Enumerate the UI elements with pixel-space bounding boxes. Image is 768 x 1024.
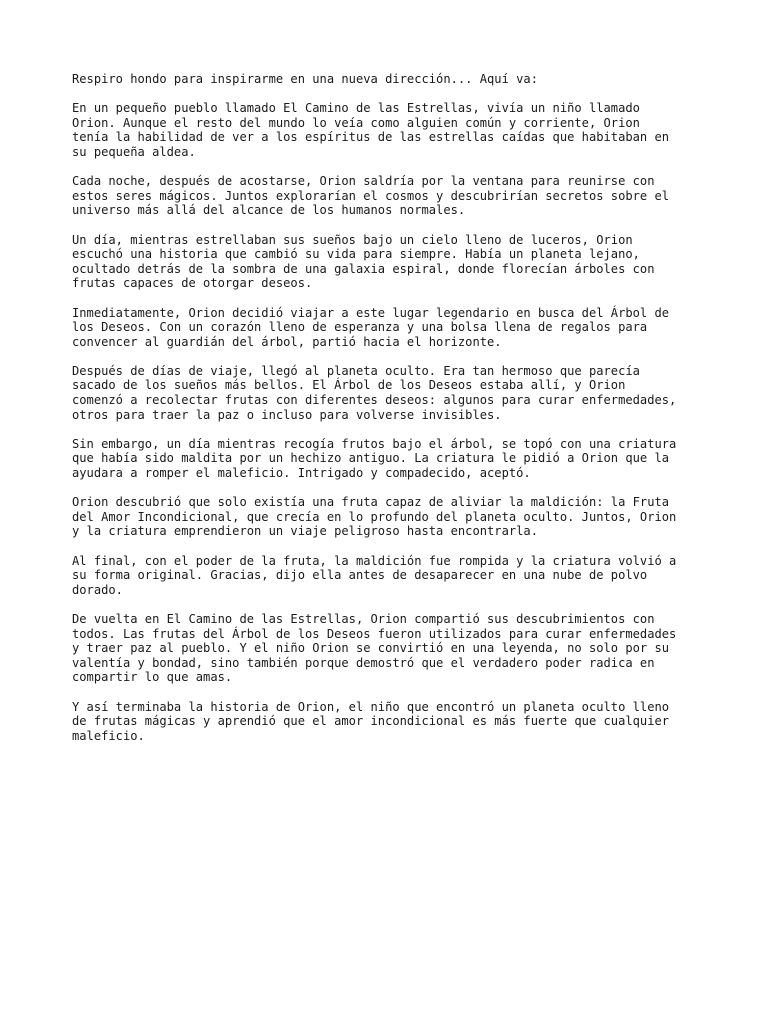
paragraph-conclusion: Y así terminaba la historia de Orion, el niño que encontró un planeta oculto lleno de frutas mágicas y aprendió que el amor incondicional es más fuerte que cualquier maleficio. bbox=[72, 699, 670, 743]
paragraph-story: Orion descubrió que solo existía una fruta capaz de aliviar la maldición: la Fruta del Amor Incondicional, que crecía en lo profundo del planeta oculto. Juntos, Orion y la criatura emprendieron un viaje peligroso hasta encontrarla. bbox=[72, 495, 677, 539]
paragraph-story: Un día, mientras estrellaban sus sueños bajo un cielo lleno de luceros, Orion escuchó una historia que cambió su vida para siempre. Había un planeta lejano, ocultado detrás de la sombra de una galaxia espiral, donde florecían árboles con frutas capaces de otorgar deseos. bbox=[72, 232, 655, 291]
paragraph-intro: Respiro hondo para inspirarme en una nueva dirección... Aquí va: bbox=[72, 72, 538, 86]
paragraph-story: De vuelta en El Camino de las Estrellas, Orion compartió sus descubrimientos con todos. Las frutas del Árbol de los Deseos fueron utilizados para curar enfermedades y traer paz al pueblo. Y el niño Orion se convirtió en una leyenda, no solo por su valentía y bondad, sino también porque demostró que el verdadero poder radica en compartir lo que amas. bbox=[72, 611, 677, 685]
paragraph-story: Cada noche, después de acostarse, Orion saldría por la ventana para reunirse con estos seres mágicos. Juntos explorarían el cosmos y descubrirían secretos sobre el universo más allá del alcance de los humanos normales. bbox=[72, 174, 670, 218]
paragraph-story: Sin embargo, un día mientras recogía frutos bajo el árbol, se topó con una criatura que había sido maldita por un hechizo antiguo. La criatura le pidió a Orion que la ayudara a romper el maleficio. Intrigado y compadecido, aceptó. bbox=[72, 436, 677, 481]
paragraph-story: Después de días de viaje, llegó al planeta oculto. Era tan hermoso que parecía sacado de los sueños más bellos. El Árbol de los Deseos estaba allí, y Orion comenzó a recolectar frutas con diferentes deseos: algunos para curar enfermedades, otros para traer la paz o incluso para volverse invisibles. bbox=[72, 363, 677, 422]
paragraph-story: En un pequeño pueblo llamado El Camino de las Estrellas, vivía un niño llamado Orion. Aunque el resto del mundo lo veía como alguien común y corriente, Orion tenía la habilidad de ver a los espíritus de las estrellas caídas que habitaban en su pequeña aldea. bbox=[72, 101, 670, 159]
paragraph-story: Al final, con el poder de la fruta, la maldición fue rompida y la criatura volvió a su forma original. Gracias, dijo ella antes de desaparecer en una nube de polvo dorado. bbox=[72, 553, 677, 597]
paragraph-story: Inmediatamente, Orion decidió viajar a este lugar legendario en busca del Árbol de los Deseos. Con un corazón lleno de esperanza y una bolsa llena de regalos para convencer al guardián del árbol, partió hacia el horizonte. bbox=[72, 305, 670, 349]
